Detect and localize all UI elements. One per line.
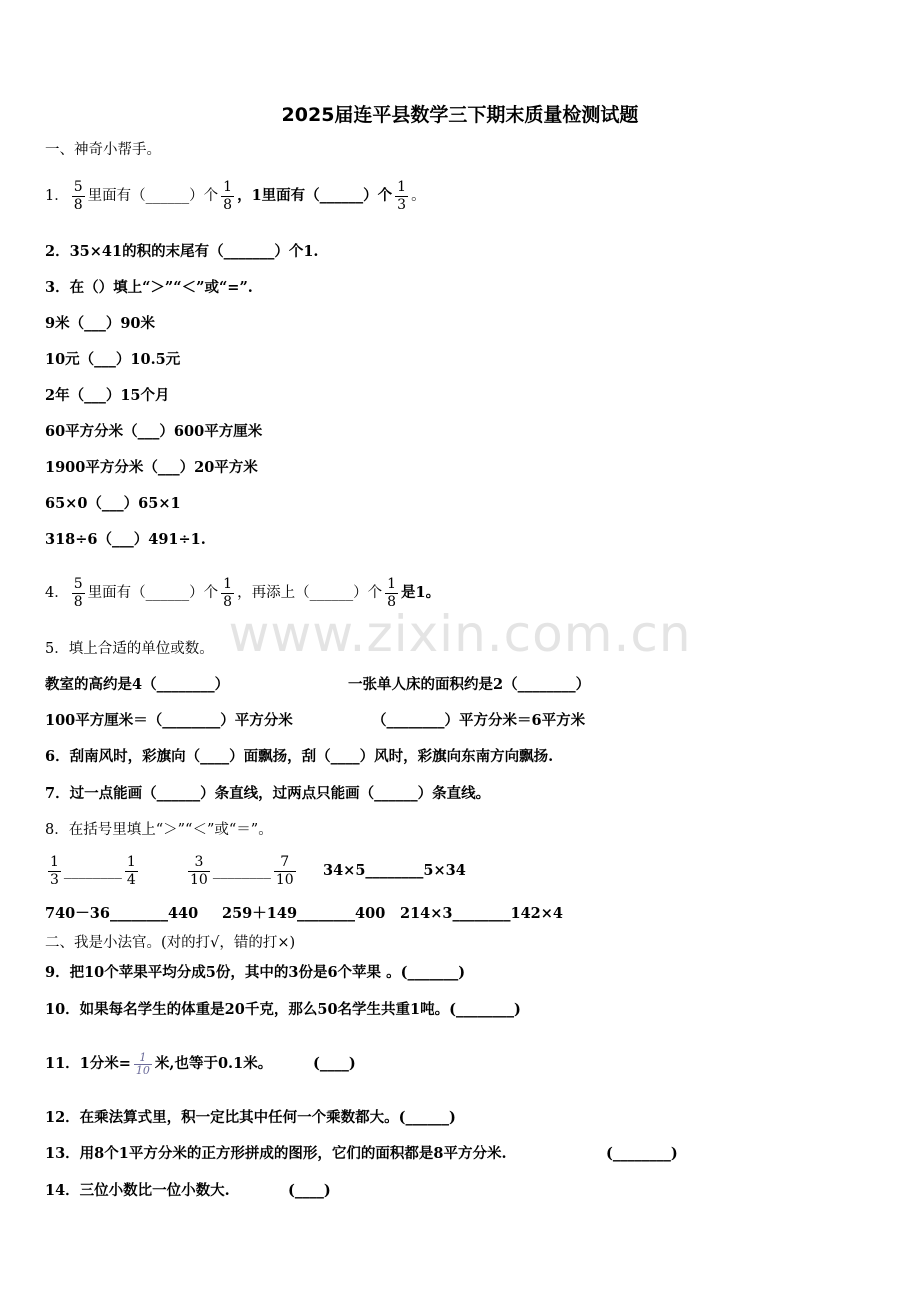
question-6: 6．刮南风时，彩旗向（____）面飘扬，刮（____）风时，彩旗向东南方向飘扬.: [45, 748, 554, 765]
list-item: 1900平方分米（___）20平方米: [45, 459, 258, 476]
fraction: $\frac{1}{8}$: [387, 575, 396, 610]
section-heading-1: 一、神奇小帮手。: [45, 142, 161, 158]
question-14: 14．三位小数比一位小数大.: [45, 1182, 230, 1199]
list-item: 2年（___）15个月: [45, 387, 170, 404]
question-8-row-1: [185, 848, 299, 894]
fraction: $\frac{1}{3}$: [50, 853, 59, 888]
answer-blank: (________): [606, 1145, 678, 1162]
question-3: 3．在（）填上“＞”“＜”或“=”.: [45, 279, 253, 296]
list-item: 65×0（___）65×1: [45, 495, 181, 512]
question-5-item: 教室的高约是4（________）: [45, 676, 230, 693]
blank: ________: [63, 863, 122, 879]
fraction: $\frac{1}{8}$: [223, 575, 233, 610]
section-heading-2: 二、我是小法官。(对的打√，错的打×): [45, 935, 296, 951]
fraction: $\frac{5}{8}$: [73, 178, 83, 213]
list-item: 9米（___）90米: [45, 315, 156, 332]
list-item: 10元（___）10.5元: [45, 351, 181, 368]
fraction: $\frac{1}{10}$: [135, 1050, 150, 1077]
question-8-item: 34×5________5×34: [323, 862, 466, 879]
page-title: 2025届连平县数学三下期末质量检测试题: [281, 104, 639, 126]
question-11: 11．1分米= $\frac{1}{10}$ 米,也等于0.1米。: [45, 1050, 273, 1077]
fraction: $\frac{3}{10}$: [190, 853, 208, 888]
fraction: $\frac{7}{10}$: [275, 853, 294, 888]
question-2: 2．35×41的积的末尾有（_______）个1.: [45, 243, 319, 260]
blank: ________: [212, 863, 271, 879]
question-1: 1． $\frac{5}{8}$ 里面有（______）个 $\frac{1}{8}$ ，1里面有（______）个 $\frac{1}{3}$ 。: [45, 178, 426, 213]
question-8-row-1: [45, 848, 141, 894]
question-5-item: 一张单人床的面积约是2（________）: [348, 676, 591, 693]
question-13: 13．用8个1平方分米的正方形拼成的图形，它们的面积都是8平方分米.: [45, 1145, 507, 1162]
question-5: 5．填上合适的单位或数。: [45, 641, 214, 657]
question-9: 9．把10个苹果平均分成5份，其中的3份是6个苹果 。(_______): [45, 964, 466, 981]
question-5-item: 100平方厘米＝（________）平方分米: [45, 712, 293, 729]
question-8-item: 259＋149________400: [222, 905, 386, 922]
fraction: $\frac{5}{8}$: [73, 575, 83, 610]
fraction: $\frac{1}{3}$: [397, 178, 407, 213]
question-10: 10．如果每名学生的体重是20千克，那么50名学生共重1吨。(________): [45, 1001, 521, 1018]
answer-blank: (____): [288, 1182, 331, 1199]
fraction: $\frac{1}{4}$: [126, 853, 136, 888]
question-4: 4． $\frac{5}{8}$ 里面有（______）个 $\frac{1}{8}$ ，再添上（______）个 $\frac{1}{8}$ 是1。: [45, 575, 441, 610]
question-8-item: 214×3________142×4: [400, 905, 564, 922]
list-item: 318÷6（___）491÷1.: [45, 531, 206, 548]
question-8: 8．在括号里填上“＞”“＜”或“＝”。: [45, 822, 273, 838]
question-7: 7．过一点能画（______）条直线，过两点只能画（______）条直线。: [45, 785, 491, 802]
list-item: 60平方分米（___）600平方厘米: [45, 423, 263, 440]
question-5-item: （________）平方分米＝6平方米: [372, 712, 586, 729]
question-12: 12．在乘法算式里，积一定比其中任何一个乘数都大。(______): [45, 1109, 456, 1126]
question-8-item: 740－36________440: [45, 905, 199, 922]
answer-blank: (____): [313, 1055, 356, 1072]
watermark: www.zixin.com.cn: [228, 605, 692, 663]
fraction: $\frac{1}{8}$: [223, 178, 233, 213]
